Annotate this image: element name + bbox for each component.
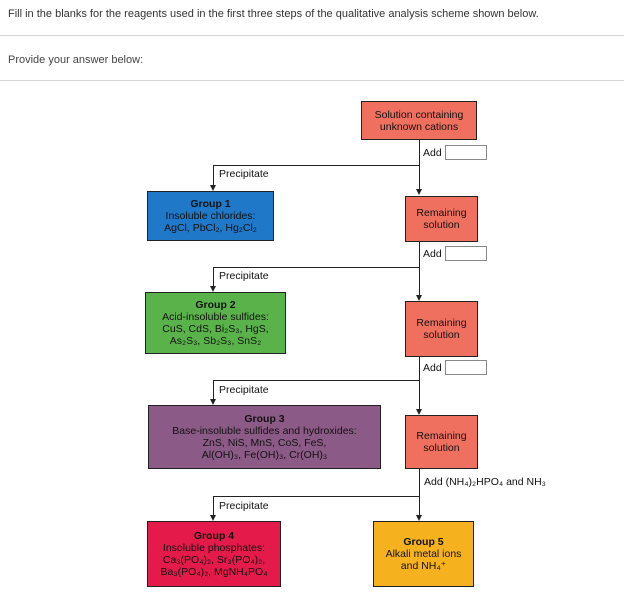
connector <box>419 357 420 411</box>
group3-box <box>148 405 381 469</box>
connector <box>213 380 419 381</box>
add-label: Add <box>423 361 442 374</box>
connector <box>213 496 214 516</box>
start-line1: Solution containing <box>374 108 464 121</box>
group4-line2: Ca₃(PO₄)₂, Sr₃(PO₄)₂, <box>162 554 266 566</box>
remaining-solution-box-3 <box>405 415 478 469</box>
group5-title: Group 5 <box>403 536 444 548</box>
connector <box>213 267 419 268</box>
remaining-line2: solution <box>423 219 460 231</box>
group4-line1: Insoluble phosphates: <box>162 542 266 554</box>
remaining-line1: Remaining <box>416 207 467 219</box>
answer-prompt: Provide your answer below: <box>8 54 144 66</box>
connector <box>213 165 419 166</box>
remaining-line1: Remaining <box>416 317 467 329</box>
add-label: Add <box>423 146 442 159</box>
group3-line3: Al(OH)₃, Fe(OH)₃, Cr(OH)₃ <box>201 449 328 461</box>
connector <box>213 267 214 287</box>
group3-line2: ZnS, NiS, MnS, CoS, FeS, <box>202 437 327 449</box>
precipitate-label-1: Precipitate <box>219 168 269 180</box>
question-instruction: Fill in the blanks for the reagents used in the first three steps of the qualitative analysis scheme shown below. <box>8 8 539 20</box>
connector <box>213 496 419 497</box>
precipitate-label-4: Precipitate <box>219 500 269 512</box>
remaining-line2: solution <box>423 442 460 454</box>
group2-line3: As₂S₃, Sb₂S₃, SnS₂ <box>169 335 262 347</box>
group1-title: Group 1 <box>190 198 231 210</box>
final-reagent-label: Add (NH₄)₂HPO₄ and NH₃ <box>424 476 546 488</box>
precipitate-label-3: Precipitate <box>219 384 269 396</box>
group2-title: Group 2 <box>195 299 236 311</box>
connector <box>419 242 420 297</box>
precipitate-label-2: Precipitate <box>219 270 269 282</box>
group3-line1: Base-insoluble sulfides and hydroxides: <box>172 425 357 437</box>
connector <box>213 165 214 186</box>
group4-line3: Ba₃(PO₄)₂, MgNH₄PO₄ <box>160 566 268 578</box>
arrow <box>416 189 422 195</box>
remaining-solution-box-1 <box>405 196 478 242</box>
group1-line2: AgCl, PbCl₂, Hg₂Cl₂ <box>164 222 257 234</box>
remaining-line2: solution <box>423 329 460 341</box>
group2-line1: Acid-insoluble sulfides: <box>162 311 269 323</box>
remaining-line1: Remaining <box>416 430 467 442</box>
connector <box>419 140 420 190</box>
divider <box>0 35 624 36</box>
connector <box>213 380 214 400</box>
add-step-3 <box>423 360 487 375</box>
reagent-input-2[interactable] <box>445 246 487 261</box>
group3-title: Group 3 <box>244 413 285 425</box>
group1-box <box>147 191 274 241</box>
group1-line1: Insoluble chlorides: <box>165 210 256 222</box>
divider <box>0 80 624 81</box>
reagent-input-1[interactable] <box>445 145 487 160</box>
group4-box <box>147 521 281 587</box>
add-label: Add <box>423 247 442 260</box>
reagent-input-3[interactable] <box>445 360 487 375</box>
group4-title: Group 4 <box>193 530 235 542</box>
start-line2: unknown cations <box>379 120 459 133</box>
group2-box <box>145 292 286 354</box>
group5-line1: Alkali metal ions <box>385 548 462 560</box>
add-step-2 <box>423 246 487 261</box>
add-step-1 <box>423 145 487 160</box>
group2-line2: CuS, CdS, Bi₂S₃, HgS, <box>162 323 269 335</box>
remaining-solution-box-2 <box>405 301 478 357</box>
group5-box <box>373 521 474 587</box>
start-solution-box <box>361 101 477 140</box>
group5-line2: and NH₄⁺ <box>400 560 447 572</box>
connector <box>419 469 420 517</box>
